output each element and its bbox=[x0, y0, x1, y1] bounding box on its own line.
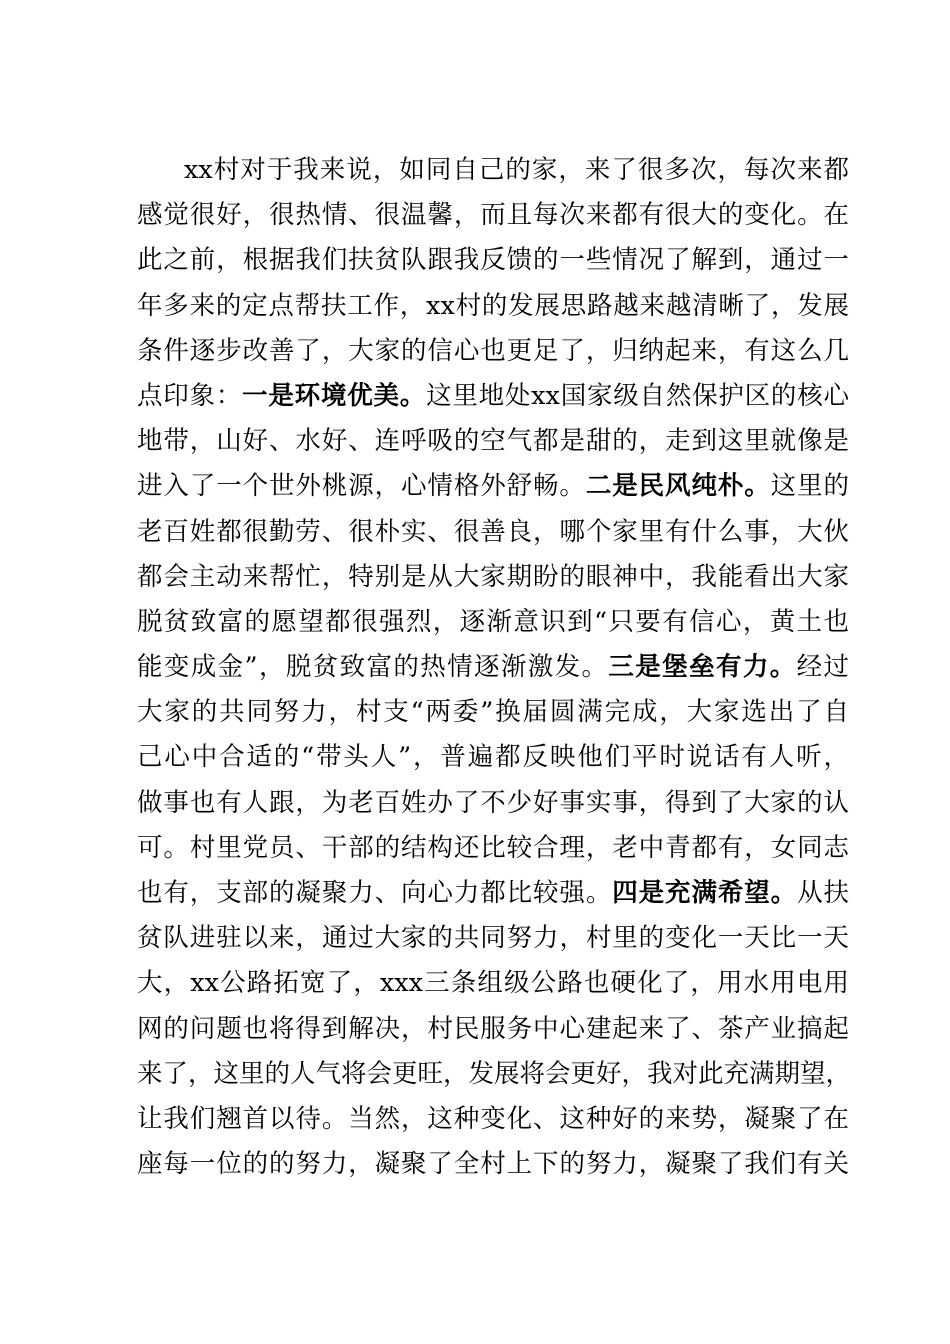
text-run: 能变成金”，脱贫致富的热情逐渐激发。 bbox=[137, 652, 609, 683]
text-run: 这里地处xx国家级自然保护区的核心 bbox=[426, 380, 849, 411]
bold-heading-phrase: 一是环境优美。 bbox=[242, 380, 427, 411]
text-line bbox=[137, 781, 849, 826]
text-line bbox=[137, 193, 849, 238]
text-line bbox=[137, 826, 849, 871]
text-line bbox=[137, 419, 849, 464]
text-run: 年多来的定点帮扶工作，xx村的发展思路越来越清晰了，发展 bbox=[137, 290, 849, 321]
text-run: 条件逐步改善了，大家的信心也更足了，归纳起来，有这么几 bbox=[137, 335, 849, 366]
text-line bbox=[137, 284, 849, 329]
text-run: 地带，山好、水好、连呼吸的空气都是甜的，走到这里就像是 bbox=[137, 426, 849, 457]
text-run: xx村对于我来说，如同自己的家，来了很多次，每次来都 bbox=[184, 155, 849, 185]
text-line bbox=[137, 690, 849, 735]
text-run: 来了，这里的人气将会更旺，发展将会更好，我对此充满期望， bbox=[137, 1058, 852, 1089]
text-run: 让我们翘首以待。当然，这种变化、这种好的来势，凝聚了在 bbox=[137, 1103, 849, 1134]
body-paragraph bbox=[137, 148, 852, 1187]
text-line bbox=[137, 1052, 852, 1097]
text-line bbox=[137, 916, 849, 961]
text-line bbox=[137, 238, 849, 283]
text-line bbox=[137, 735, 849, 780]
text-run: 可。村里党员、干部的结构还比较合理，老中青都有，女同志 bbox=[137, 832, 849, 863]
bold-heading-phrase: 三是堡垒有力。 bbox=[608, 652, 797, 683]
text-run: 都会主动来帮忙，特别是从大家期盼的眼神中，我能看出大家 bbox=[137, 561, 849, 592]
text-run: 大，xx公路拓宽了，xxx三条组级公路也硬化了，用水用电用 bbox=[137, 968, 849, 999]
text-line bbox=[137, 1097, 849, 1142]
text-run: 这里的 bbox=[770, 471, 849, 502]
text-run: 贫队进驻以来，通过大家的共同努力，村里的变化一天比一天 bbox=[137, 923, 849, 954]
bold-heading-phrase: 二是民风纯朴。 bbox=[585, 471, 771, 502]
text-line bbox=[137, 645, 849, 690]
text-line bbox=[137, 871, 849, 916]
text-run: 大家的共同努力，村支“两委”换届圆满完成，大家选出了自 bbox=[137, 697, 849, 728]
text-run: 从扶 bbox=[797, 878, 849, 908]
text-line bbox=[137, 148, 849, 193]
text-run: 此之前，根据我们扶贫队跟我反馈的一些情况了解到，通过一 bbox=[137, 245, 849, 276]
text-run: 脱贫致富的愿望都很强烈，逐渐意识到“只要有信心，黄土也 bbox=[137, 606, 849, 637]
text-line bbox=[137, 510, 849, 555]
text-line bbox=[137, 600, 849, 645]
text-run: 点印象： bbox=[137, 380, 243, 411]
text-line bbox=[137, 329, 849, 374]
text-line bbox=[137, 374, 849, 419]
text-run: 座每一位的的努力，凝聚了全村上下的努力，凝聚了我们有关 bbox=[137, 1149, 849, 1180]
text-line bbox=[137, 555, 849, 600]
text-line bbox=[137, 1142, 849, 1187]
text-line bbox=[137, 961, 849, 1006]
text-run: 己心中合适的“带头人”，普遍都反映他们平时说话有人听， bbox=[137, 742, 849, 773]
text-line bbox=[137, 464, 849, 509]
text-run: 进入了一个世外桃源，心情格外舒畅。 bbox=[137, 471, 586, 502]
bold-heading-phrase: 四是充满希望。 bbox=[612, 878, 798, 908]
text-line bbox=[137, 1007, 849, 1052]
text-run: 网的问题也将得到解决，村民服务中心建起来了、茶产业搞起 bbox=[137, 1013, 849, 1044]
text-run: 经过 bbox=[796, 652, 849, 683]
text-run: 老百姓都很勤劳、很朴实、很善良，哪个家里有什么事，大伙 bbox=[137, 516, 849, 547]
text-run: 也有，支部的凝聚力、向心力都比较强。 bbox=[137, 878, 613, 908]
text-run: 做事也有人跟，为老百姓办了不少好事实事，得到了大家的认 bbox=[137, 787, 849, 818]
text-run: 感觉很好，很热情、很温馨，而且每次来都有很大的变化。在 bbox=[137, 200, 849, 231]
